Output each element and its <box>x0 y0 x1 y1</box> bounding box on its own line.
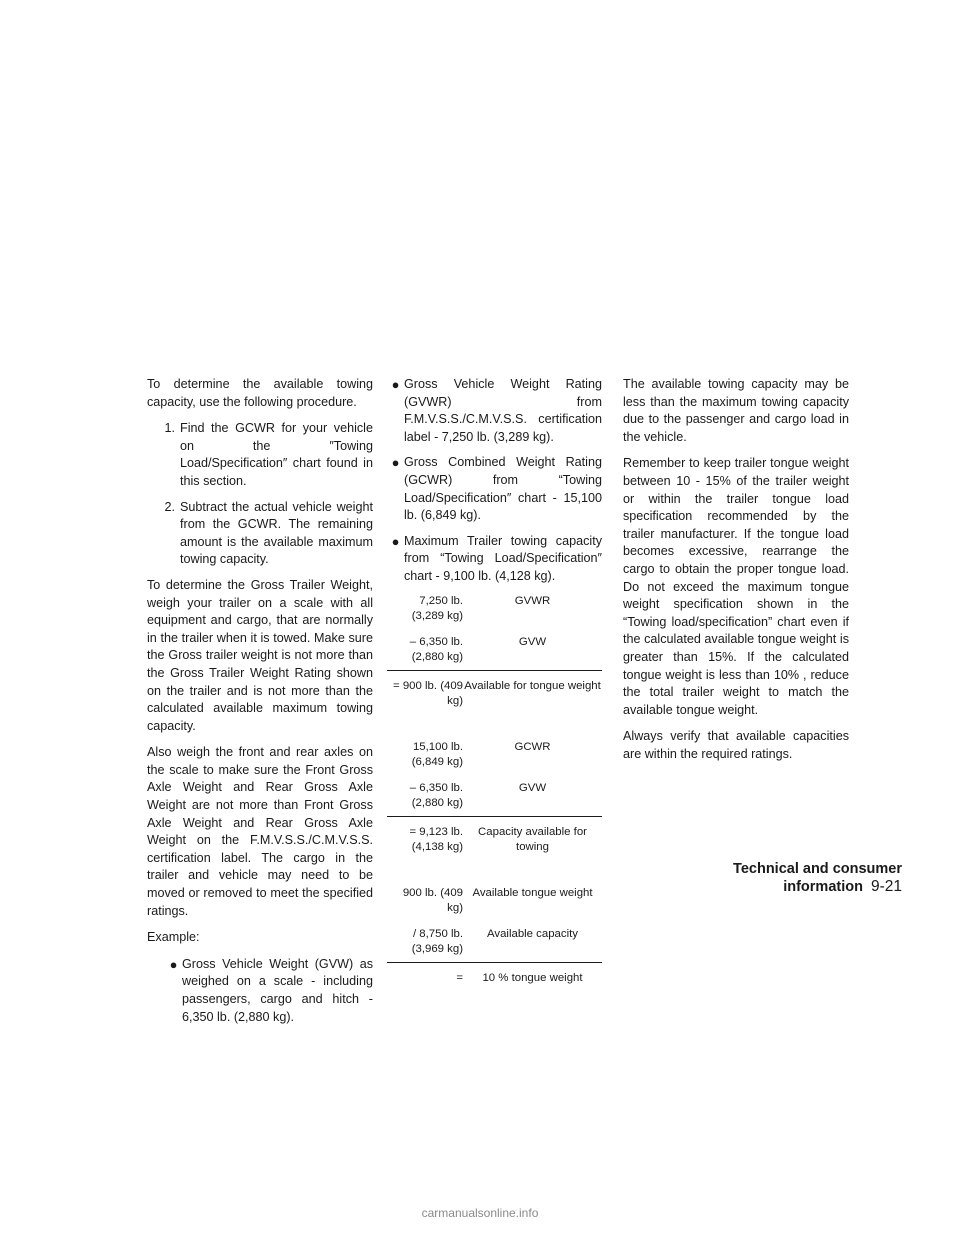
calc-value: 15,100 lb. (6,849 kg) <box>411 740 463 769</box>
step-text: Subtract the actual vehicle weight from the GCWR. The remaining amount is the available maximum towing capacity. <box>180 499 373 567</box>
bullet-icon: ● <box>391 455 400 471</box>
gross-trailer-weight-paragraph: To determine the Gross Trailer Weight, weigh your trailer on a scale with all equipment and cargo, that are normally in the trailer when it is towed. Make sure the Gross trailer weight is not more than the Gross Trailer Weight Rating shown on the trailer and is not more than the calculated available maximum towing capacity. <box>147 577 373 733</box>
step-text: Find the GCWR for your vehicle on the ″Towing Load/Specification″ chart found in this section. <box>180 421 373 488</box>
calc-row <box>387 927 602 963</box>
bullet-gcwr <box>387 454 602 524</box>
calc-label: Available for tongue weight <box>464 679 601 692</box>
calc-value: = 9,123 lb. (4,138 kg) <box>409 825 463 854</box>
calc-row <box>387 635 602 671</box>
bullet-max-trailer <box>387 533 602 586</box>
calc-result-row <box>387 971 602 987</box>
bullet-text: Gross Vehicle Weight Rating (GVWR) from F.M.V.S.S./C.M.V.S.S. certification label - 7,250 lb. (3,289 kg). <box>404 377 602 444</box>
right-column <box>623 376 849 772</box>
calc-label: Available tongue weight <box>472 886 593 899</box>
bullet-icon: ● <box>391 533 400 549</box>
calc-label: Available capacity <box>487 927 578 940</box>
calc-value: 7,250 lb. (3,289 kg) <box>411 594 463 623</box>
page-footer <box>676 860 902 896</box>
bullet-icon: ● <box>169 956 178 972</box>
intro-paragraph: To determine the available towing capacity, use the following procedure. <box>147 377 373 409</box>
calc-value: / 8,750 lb. (3,969 kg) <box>411 927 463 956</box>
capacity-paragraph: The available towing capacity may be less than the maximum towing capacity due to the passenger and cargo load in the vehicle. <box>623 377 849 444</box>
bullet-text: Maximum Trailer towing capacity from “Towing Load/Specification″ chart - 9,100 lb. (4,128 kg). <box>404 533 602 583</box>
bullet-text: Gross Vehicle Weight (GVW) as weighed on a scale - including passengers, cargo and hitch - 6,350 lb. (2,880 kg). <box>182 956 373 1024</box>
step-2 <box>147 499 373 569</box>
verify-paragraph: Always verify that available capacities are within the required ratings. <box>623 729 849 761</box>
calc-label: GVW <box>518 781 547 794</box>
left-column <box>147 376 373 1034</box>
calc-result-row <box>387 825 602 856</box>
calc-label: 10 % tongue weight <box>482 971 583 984</box>
calc-value: = <box>456 971 463 984</box>
calc-row <box>387 886 602 917</box>
calc-value: = 900 lb. (409 kg) <box>393 679 463 708</box>
calc-value: – 6,350 lb. (2,880 kg) <box>409 781 463 810</box>
step-number: 2. <box>164 499 175 514</box>
page-number: 9-21 <box>870 878 902 895</box>
axle-weight-paragraph: Also weigh the front and rear axles on the scale to make sure the Front Gross Axle Weight and Rear Gross Axle Weight are not more than Front Gross Axle Weight and Rear Gross Axle Weight on the F.M.V.S.S./C.M.V.S.S. certification label. The cargo in the trailer and vehicle may need to be moved or removed to meet the specified ratings. <box>147 745 373 918</box>
calc-label: GVWR <box>514 594 551 607</box>
bullet-text: Gross Combined Weight Rating (GCWR) from “Towing Load/Specification″ chart - 15,100 lb. (6,849 kg). <box>404 455 602 523</box>
step-1 <box>147 420 373 490</box>
middle-column <box>387 376 602 986</box>
calculation-block <box>387 594 602 987</box>
calc-row <box>387 594 602 625</box>
step-number: 1. <box>164 421 175 436</box>
calc-row <box>387 781 602 817</box>
calc-result-row <box>387 679 602 710</box>
bullet-gvw <box>147 956 373 1026</box>
calc-value: 900 lb. (409 kg) <box>402 886 463 915</box>
bullet-icon: ● <box>391 377 400 392</box>
tongue-weight-paragraph: Remember to keep trailer tongue weight between 10 - 15% of the trailer weight or within the trailer tongue load specification recommended by the trailer manufacturer. If the tongue load becomes excessive, rearrange the cargo to obtain the proper tongue load. Do not exceed the maximum tongue weight specification shown in the “Towing load/specification” chart even if the calculated available tongue weight is greater than 15%. If the calculated tongue weight is less than 10% , reduce the total trailer weight to match the available tongue weight. <box>623 456 849 717</box>
bullet-gvwr <box>387 376 602 446</box>
calc-label: GCWR <box>514 740 551 753</box>
calc-label: Capacity available for towing <box>478 825 587 854</box>
calc-row <box>387 740 602 771</box>
section-title: Technical and consumer information <box>733 861 902 895</box>
calc-label: GVW <box>518 635 547 648</box>
calc-value: – 6,350 lb. (2,880 kg) <box>409 635 463 664</box>
watermark: carmanualsonline.info <box>421 1206 539 1220</box>
example-label: Example: <box>147 930 200 945</box>
